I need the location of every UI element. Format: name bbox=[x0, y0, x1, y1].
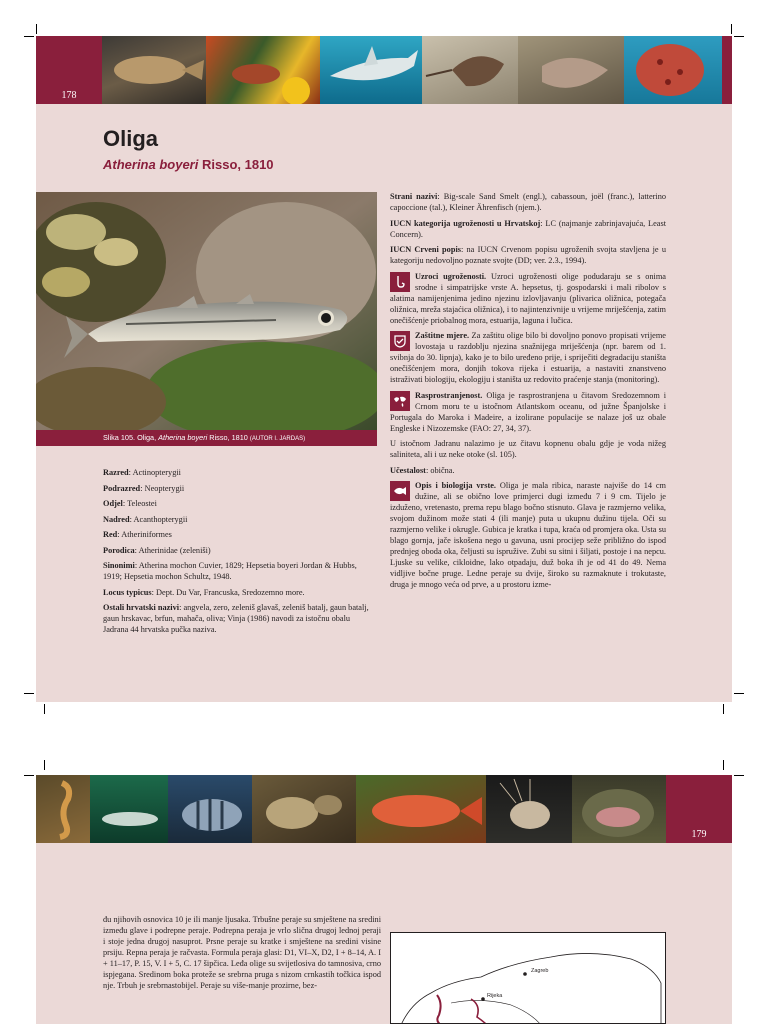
taxonomy-row: Porodica: Atherinidae (zeleniši) bbox=[103, 545, 211, 555]
biology-label: Opis i biologija vrste. bbox=[415, 481, 496, 490]
other-names-label: Ostali hrvatski nazivi bbox=[103, 603, 180, 612]
taxonomy-block bbox=[103, 467, 373, 640]
taxonomy-row: Razred: Actinopterygii bbox=[103, 468, 181, 477]
taxonomy-row: Red: Atheriniformes bbox=[103, 530, 172, 539]
coral-fish-illustration bbox=[206, 36, 320, 104]
page-number: 178 bbox=[61, 90, 77, 101]
crop-mark bbox=[24, 693, 34, 694]
caption-credit: (AUTOR I. JARDAS) bbox=[249, 436, 306, 442]
protection-text: Za zaštitu olige bilo bi dovoljno ponovo propisati vrijeme lovostaja u razdoblju njezina snažnijega mriješćenja (npr. barem od 1. svibnja do 30. lipnja), kako je to bilo uređeno prije, i spriječiti degradaciju staništa onečišćenjem mora, donjih tokova rijeka i estuarija, a nastaviti znanstveno istraživati biologiju, ekologiju i staništa uz redovito praćenje stanja (monitoring). bbox=[390, 331, 666, 384]
protection-label: Zaštitne mjere. bbox=[415, 331, 470, 340]
angelshark-photo bbox=[102, 36, 206, 104]
map-label-rijeka: Rijeka bbox=[487, 993, 503, 999]
taxonomy-value: Atheriniformes bbox=[121, 530, 172, 539]
bream-illustration bbox=[168, 775, 252, 843]
iucn-red-list-label: IUCN Crveni popis bbox=[390, 245, 461, 254]
page-178 bbox=[36, 36, 732, 702]
edge-photo bbox=[722, 36, 732, 104]
crop-mark bbox=[734, 693, 744, 694]
shark-photo bbox=[320, 36, 422, 104]
crop-mark bbox=[734, 36, 744, 37]
fish-photo bbox=[36, 192, 377, 430]
world-map-icon bbox=[390, 391, 410, 411]
ray-photo bbox=[518, 36, 624, 104]
crop-mark bbox=[24, 775, 34, 776]
species-name: Atherina boyeri bbox=[103, 157, 199, 172]
caption-species: Atherina boyeri bbox=[158, 433, 208, 442]
taxonomy-value: Actinopterygii bbox=[132, 468, 181, 477]
page-number-box bbox=[36, 36, 102, 104]
stingray-photo bbox=[422, 36, 518, 104]
bream-photo bbox=[168, 775, 252, 843]
distribution-text: Oliga je rasprostranjena u čitavom Sredozemnom i Crnom moru te u istočnom Atlantskom oceanu, od južne Španjolske i Portugala do Maroka i Madeire, a izolirane populacije se nalaze još uz obale Engleske i Nizozemske (FAO: 27, 34, 37). bbox=[390, 390, 667, 433]
taxonomy-row: Odjel: Teleostei bbox=[103, 499, 157, 508]
scientific-name bbox=[103, 157, 274, 172]
ray-illustration bbox=[518, 36, 624, 104]
octopus-photo bbox=[252, 775, 356, 843]
crop-mark bbox=[723, 704, 724, 714]
distribution-section bbox=[390, 390, 666, 434]
taxonomy-value: Acanthopterygii bbox=[133, 514, 188, 524]
page-number-box-2 bbox=[666, 775, 732, 843]
iucn-croatia: IUCN kategorija ugroženosti u Hrvatskoj: LC (najmanje zabrinjavajuća, Least Concern). bbox=[390, 218, 667, 239]
threats-text: Uzroci ugroženosti olige podudaraju se s onima srodne i simpatrijske vrste A. hepsetus, tj. gospodarski i mali ribolov s alatima namijenjenima jedino njezinu izlovljavanju (plivarica oližnica, potegača oližnica, mreža stajaćica oližnica), i to najintenzivnije u vrijeme mriješćenja, zatim onečišćenje priobalnog mora, estuarija, laguna i lučica. bbox=[390, 271, 666, 325]
frequency-value: obična. bbox=[430, 465, 455, 475]
taxonomy-label: Odjel bbox=[103, 499, 123, 508]
foreign-names-label: Strani nazivi bbox=[390, 192, 438, 201]
other-names-row: Ostali hrvatski nazivi: angvela, zero, zeleniš glavaš, zeleniš batalj, gaun batalj, gaun hrskavac, brfun, mahača, oliva; Vinja (1986) navodi za istočnu obalu Jadrana 44 hrvatska pučka naziva. bbox=[103, 603, 369, 634]
photo-caption bbox=[36, 430, 377, 446]
map-label-zagreb: Zagreb bbox=[531, 968, 549, 974]
locus-row: Locus typicus: Dept. Du Var, Francuska, Sredozemno more. bbox=[103, 587, 305, 597]
stingray-illustration bbox=[422, 36, 518, 104]
distribution-map bbox=[390, 932, 666, 1024]
fish-icon bbox=[390, 481, 410, 501]
locus-value: Dept. Du Var, Francuska, Sredozemno more. bbox=[156, 587, 305, 597]
protection-icon bbox=[390, 331, 410, 351]
taxonomy-label: Porodica bbox=[103, 545, 135, 555]
red-fish-illustration bbox=[356, 775, 486, 843]
threats-section bbox=[390, 271, 666, 326]
croatia-map-illustration bbox=[391, 933, 666, 1024]
taxonomy-label: Podrazred bbox=[103, 483, 141, 493]
protection-section bbox=[390, 330, 666, 385]
synonyms-text: Atherina mochon Cuvier, 1829; Hepsetia boyeri Jordan & Hubbs, 1919; Hepsetia mochon Schultz, 1948. bbox=[103, 561, 357, 581]
shark-illustration bbox=[320, 36, 422, 104]
taxonomy-value: Neopterygii bbox=[144, 483, 185, 493]
anglerfish-photo bbox=[572, 775, 666, 843]
spotted-ray-photo bbox=[624, 36, 722, 104]
crop-mark bbox=[44, 704, 45, 714]
right-column bbox=[390, 191, 666, 595]
seahorse-illustration bbox=[36, 775, 90, 843]
adriatic-note: U istočnom Jadranu nalazimo je uz čitavu kopnenu obalu gdje je voda nižeg saliniteta, ali i uz neke otoke (sl. 105). bbox=[390, 439, 666, 459]
iucn-red-list-value: na IUCN Crvenom popisu ugroženih svojta stavljena je u kategoriju nedovoljno poznate svojte (DD; ver. 2.3., 1994). bbox=[390, 245, 666, 265]
taxonomy-label: Nadred bbox=[103, 514, 130, 524]
crop-mark bbox=[44, 760, 45, 770]
synonyms-label: Sinonimi bbox=[103, 561, 135, 570]
frequency-label: Učestalost bbox=[390, 465, 426, 475]
scorpionfish-illustration bbox=[486, 775, 572, 843]
taxonomy-label: Red bbox=[103, 530, 118, 539]
caption-prefix: Slika 105. Oliga, bbox=[103, 433, 159, 442]
iucn-croatia-value: LC (najmanje zabrinjavajuća, Least Concern). bbox=[390, 218, 667, 239]
taxonomy-value: Atherinidae (zeleniši) bbox=[138, 545, 211, 555]
threats-label: Uzroci ugroženosti. bbox=[415, 271, 487, 281]
foreign-names: Strani nazivi: Big-scale Sand Smelt (engl.), cabassoun, joël (franc.), latterino capoccione (tal.), Kleiner Ährenfisch (njem.). bbox=[390, 192, 667, 212]
seahorse-photo bbox=[36, 775, 90, 843]
spotted-ray-illustration bbox=[624, 36, 722, 104]
page-179 bbox=[36, 775, 732, 1024]
oliga-fish-illustration bbox=[36, 192, 377, 430]
fishing-hook-icon bbox=[390, 272, 410, 292]
green-fish-photo bbox=[90, 775, 168, 843]
red-fish-photo bbox=[356, 775, 486, 843]
other-names-value: angvela, zero, zeleniš glavaš, zeleniš batalj, gaun batalj, gaun hrskavac, brfun, mahača, oliva; Vinja (1986) navodi za istočnu obalu Jadrana 44 hrvatska pučka naziva. bbox=[103, 603, 369, 634]
biology-section bbox=[390, 480, 666, 590]
taxonomy-value: Teleostei bbox=[127, 499, 157, 508]
header-photo-strip bbox=[36, 36, 732, 104]
crop-mark bbox=[723, 760, 724, 770]
coral-fish-photo bbox=[206, 36, 320, 104]
distribution-label: Rasprostranjenost. bbox=[415, 390, 483, 400]
crop-mark bbox=[734, 775, 744, 776]
caption-suffix: Risso, 1810 bbox=[207, 433, 250, 442]
page-title: Oliga bbox=[103, 126, 159, 151]
continued-description: đu njihovih osnovica 10 je ili manje ljusaka. Trbušne peraje su smještene na sredini između glave i podrepne peraje. Podrepna peraja je vrlo slična drugoj lednoj peraji i stoje jedna drugoj nasuprot. Prsne peraje su kratke i smještene na sredini visine prsiju. Repna peraja je račvasta. Formula peraja glasi: D1, VI–X, D2, I + 8–14, A. I + 11–17, P. 15, V. I + 5, C. 17 šipčica. Leđa olige su svijetlosiva do tamnosiva, crno ispjegana. Sredinom boka proteže se srebrna pruga s nizom crnkastih točkica ispod nje. Trbuh je srebrnastobijel. Peraje su više-manje prozirne, bez- bbox=[103, 915, 381, 990]
crop-mark bbox=[24, 36, 34, 37]
species-author: Risso, 1810 bbox=[201, 157, 274, 172]
iucn-red-list: IUCN Crveni popis: na IUCN Crvenom popisu ugroženih svojta stavljena je u kategoriju nedovoljno poznate svojte (DD; ver. 2.3., 1994). bbox=[390, 245, 666, 265]
synonyms-row: Sinonimi: Atherina mochon Cuvier, 1829; Hepsetia boyeri Jordan & Hubbs, 1919; Hepsetia mochon Schultz, 1948. bbox=[103, 561, 357, 581]
locus-label: Locus typicus bbox=[103, 587, 152, 597]
crop-mark bbox=[36, 24, 37, 34]
crop-mark bbox=[731, 24, 732, 34]
frequency-row: Učestalost: obična. bbox=[390, 465, 455, 475]
biology-text: Oliga je mala ribica, naraste najviše do 14 cm dužine, ali se obično love primjerci dugi između 7 i 9 cm. Tijelo je izduženo, vretenasto, prema repu blago bočno stisnuto. Glava je razmjerno velika, svojom dužinom može stati 4 (ili manje) puta u ukupnu dužinu tijela. Oči su razmjerno velike i okrugle. Gubica je kratka i tupa, kraća od promjera oka. Usta su blago gornja, jače iskošena nego u gavuna, usni procijep seže približno do ispod prednjeg oboda oka, čeljusti su ispružive. Zubi su sitni i šiljati, postoje i na nepcu. Ljuske su velike, cikloidne, lako otpadaju, duž boka ih je od 41 do 49. Nema vidljive bočne pruge. Ledne peraje su dvije, široko su razmaknute i trokutaste, druga je mnogo veća od prve, a u prostoru izme- bbox=[390, 481, 666, 589]
angelshark-illustration bbox=[102, 36, 206, 104]
taxonomy-row: Podrazred: Neopterygii bbox=[103, 483, 185, 493]
iucn-croatia-label: IUCN kategorija ugroženosti u Hrvatskoj bbox=[390, 218, 541, 228]
foreign-names-value: Big-scale Sand Smelt (engl.), cabassoun, joël (franc.), latterino capoccione (tal.), Kleiner Ährenfisch (njem.). bbox=[390, 192, 667, 212]
scorpionfish-photo bbox=[486, 775, 572, 843]
anglerfish-illustration bbox=[572, 775, 666, 843]
green-fish-illustration bbox=[90, 775, 168, 843]
taxonomy-label: Razred bbox=[103, 468, 129, 477]
page-number-2: 179 bbox=[691, 829, 707, 840]
octopus-illustration bbox=[252, 775, 356, 843]
header-photo-strip-2 bbox=[36, 775, 732, 843]
taxonomy-row: Nadred: Acanthopterygii bbox=[103, 514, 188, 524]
